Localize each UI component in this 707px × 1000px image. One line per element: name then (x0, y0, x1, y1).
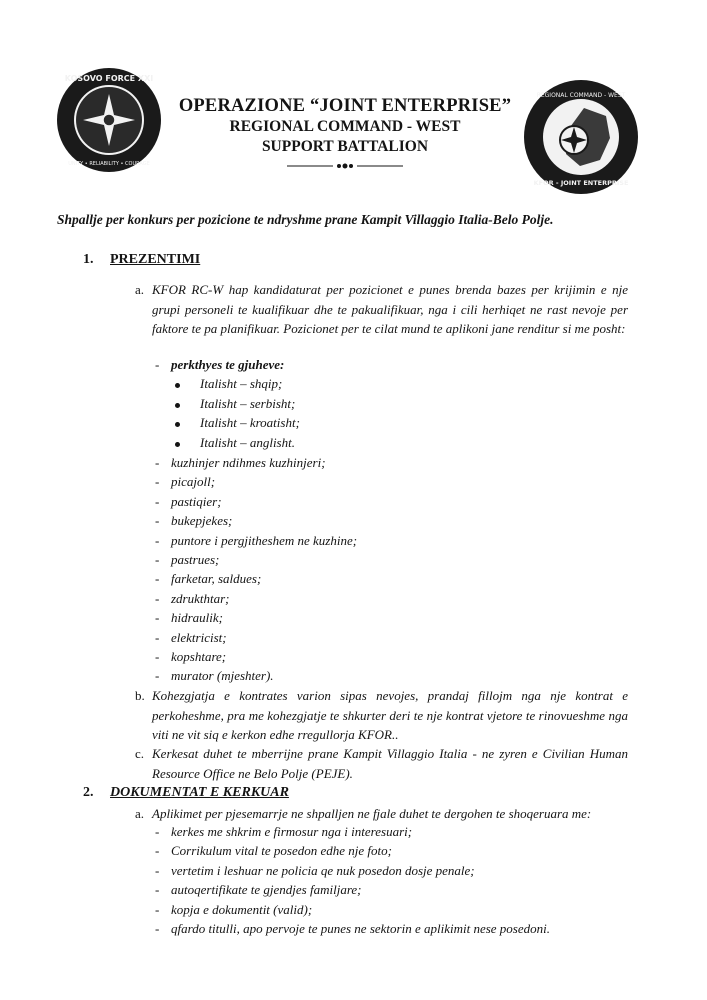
section-1-para-c (135, 744, 628, 783)
svg-text:UNITY • RELIABILITY • COURAGE: UNITY • RELIABILITY • COURAGE (68, 161, 150, 167)
para-c-label: c. (135, 746, 145, 761)
para-a-text: KFOR RC-W hap kandidaturat per pozicionet e punes brenda bazes per krijimin e nje grupi personeli te kualifikuar dhe te pakualifikuar, nga i cili herhiqet ne rast nevoje per faktore te pa planifikuar. Pozicionet per te cilat mund te aplikoni jane renditur si me posht: (152, 282, 628, 336)
section-2-para-a (135, 804, 642, 824)
translators-label: perkthyes te gjuheve: (171, 357, 285, 372)
header-line3: SUPPORT BATTALION (261, 138, 429, 155)
para-b-label: b. (135, 688, 145, 703)
section-2-title: DOKUMENTAT E KERKUAR (110, 785, 289, 800)
svg-text:KOSOVO FORCE XXI: KOSOVO FORCE XXI (64, 74, 154, 83)
kfor-seal-left (57, 68, 161, 172)
svg-text:KFOR - JOINT ENTERPRISE: KFOR - JOINT ENTERPRISE (533, 179, 629, 187)
section-1-title: PREZENTIMI (110, 252, 201, 267)
section-1-heading (83, 252, 200, 268)
section-2-number: 2. (83, 785, 94, 800)
document-header (170, 95, 520, 171)
header-title: OPERAZIONE “JOINT ENTERPRISE” (178, 96, 512, 116)
svg-text:REGIONAL COMMAND - WEST: REGIONAL COMMAND - WEST (536, 92, 626, 99)
section-1-para-a (135, 280, 628, 339)
section-2-para-a-text: Aplikimet per pjesemarrje ne shpalljen ne fjale duhet te dergohen te shoqeruara me: (152, 806, 592, 821)
header-ornament (285, 161, 405, 171)
para-b-text: Kohezgjatja e kontrates varion sipas nevojes, prandaj fillojm nga nje kontrat e perkoheshme, pra me kohezgjatje te shkurter deri te nje kontrat vjetore te rinovueshme nga viti ne vit siq e kerkon edhe rregullorja KFOR.. (152, 688, 628, 742)
section-1-para-b (135, 686, 628, 745)
para-c-text: Kerkesat duhet te mberrijne prane Kampit Villaggio Italia - ne zyren e Civilian Human Resource Office ne Belo Polje (PEJE). (152, 746, 628, 781)
section-2-heading (83, 785, 289, 801)
section-1-number: 1. (83, 252, 94, 267)
section-2-para-a-label: a. (135, 806, 145, 821)
para-a-label: a. (135, 282, 145, 297)
rc-west-seal-right (524, 80, 638, 194)
header-line2: REGIONAL COMMAND - WEST (229, 118, 461, 135)
announcement-intro: Shpallje per konkurs per pozicione te ndryshme prane Kampit Villaggio Italia-Belo Polje. (57, 212, 554, 227)
